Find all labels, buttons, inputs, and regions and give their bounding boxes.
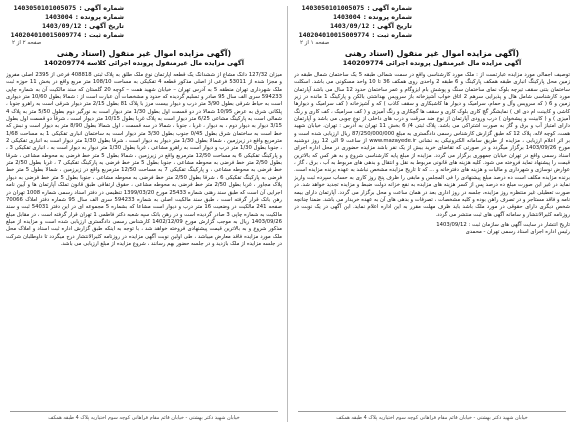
notice-meta bbox=[292, 4, 412, 40]
record-no: 140204010015009774 bbox=[10, 31, 82, 39]
file-no: 1403004 bbox=[45, 13, 73, 21]
issue-no-label: شماره آگهی : bbox=[79, 4, 124, 12]
notice-title: (آگهی مزایده اموال غیر منقول (اسناد رهنی bbox=[56, 49, 232, 58]
date-label: تاریخ آگهی : bbox=[372, 22, 412, 30]
notice-body: میزان 127/32 دانگ مشاع از ششدانگ یک قطعه آپارتمان نوع ملک طلق به پلاک ثبتی 408818 فرعی از 2395 اصلی مفروز و مجزا شده از 53011 فرعی از اصلی مذکور قطعه 4 تفکیکی به مساحت 108/10 متر مربع واقع در بخش 11 حوزه ثبت ملک شهرداری تهران منطقه 5 به آدرس تهران – خیابان شهید همت – کوچه 20 گلستان که سند مالکیت آن به شماره چاپی 594233 سری الف سال 95 صادر و تسلیم گردیده که حدود و مشخصات آن عبارت است از : شمالا بطول 10/60 متر دیواری است به حیاط شرقی بطول 3/90 متر درب و دیوار بیست مرز با پلاک 81 بطول 2/15 متر دیوار شرقی است به راهرو جنوبا ، پلکانی شرق به عرض 10/95 شمالا در دو قسمت اول بطول 1/30 متر دیوار است به نورگیر دوم بطول 5/50 متر به پلاک 4 شمالی است به پارکینگ مشاعی 6/25 متر دیوار است به پلاک غربا بطول 10/15 متر دیوار است ، شرقاً دو قسمت اول بطول 3/15 دیوار به دیوار دوم ، به دیوار ، غربا ، جنوبا ، شمالا در سه قسمت ، اول شمالا بطول 8/90 متر به دیوار است و نبش که خط است به ساختمان شرق بطول 0/45 جنوب بطول 3/30 متر دیوار است به ساختمان انباری تفکیکی 1 به مساحت 1/68 مترمربع واقع در زیرزمین ، شمالا بطول 1/30 متر دیوار به دیوار است ، شرقا بطول 1/30 متر دیوار است به انباری تفکیکی 2 ، جنوبا بطول 1/30 متر درب و دیوار است به راهرو مشاعی ، غربا بطول 1/30 متر دیوار به دیوار است به ، انباری تفکیکی 3 ، و پارکینگ تفکیکی 6 به مساحت 12/50 مترمربع واقع در زیرزمین ، شمالا بطول 5 متر خط فرضی به محوطه مشاعی ، شرقا بطول 2/50 متر خط فرضی به محوطه مشاعی ، جنوبا بطول 5 متر خط فرضی به پارکینگ تفکیکی 7 ، غربا بطول 2/50 متر خط فرضی به محوطه مشاعی ، و پارکینگ تفکیکی 7 به مساحت 12/50 مترمربع واقع در زیرزمین ، شمالا بطول 5 متر خط فرضی به پارکینگ تفکیکی 6 ، شرقا بطول 2/50 متر خط فرضی به محوطه مشاعی ، جنوبا بطول 5 متر خط فرضی به دیوار پلاک مجاور ، غربا بطول 2/50 متر خط فرضی به محوطه مشاعی ، حقوق ارتفاقی طبق قانون تملک آپارتمان ها و آیین نامه اجرایی آن است که طبق سند رهنی شماره 25433 مورخ 1399/03/20 تنظیمی در دفتر اسناد رسمی شماره 1008 تهران در رهن بانک قرار گرفته است ، طبق سند مالکیت اصلی به شماره 594233 سری الف سال 95 شماره دفتر املاک 70066 صفحه 241 مالکیت در وضعیت 16 متر درب و دیوار است مشاعا که بشماره 5 مجموعه ای در این دفتر 54031 ثبت و سند مالکیت به شماره چاپی 3 صادر گردیده است و در رهن بانک سپه شعبه دکتر فاطمی 1 تهران قرار گرفته است ، در مقابل مبلغ 1403/09/26 ریال به موجب گزارش مورخ 1402/12/09 کارشناس رسمی دادگستری ارزیابی شده است و مزایده از مبلغ مذکور شروع و به بالاترین قیمت پیشنهادی فروخته خواهد شد ، با توجه به اینکه طبق گزارش اداره ثبت اسناد و املاک محل ملک مورد مزایده فاقد معارض میباشد ، طی اولین نوبت آگهی مزایده در روزنامه کثیرالانتشار درج میگردد تا داوطلبان شرکت در جلسه مزایده از ملک بازدید و در جلسه حضور بهم رسانند ، شروع مزایده از مبلغ ارزیابی می باشد. bbox=[6, 72, 282, 247]
date: 1403/09/12 bbox=[42, 22, 82, 30]
notice-page-1 bbox=[292, 4, 572, 424]
footer-divider bbox=[10, 411, 278, 412]
file-no-label: شماره پرونده : bbox=[363, 13, 412, 21]
issue-no: 1403050101005075 bbox=[13, 4, 77, 12]
footer-divider bbox=[298, 411, 566, 412]
publish-date: تاریخ انتشار در سایت آگهی های سازمان ثبت : 1403/09/12 bbox=[436, 221, 570, 228]
column-divider bbox=[287, 6, 288, 422]
notice-subtitle: آگهی مزایده مال غیرمنقول پرونده اجرائی کلاسه 140209774 bbox=[44, 59, 244, 67]
date-label: تاریخ آگهی : bbox=[84, 22, 124, 30]
notice-title: (آگهی مزایده اموال غیر منقول (اسناد رهنی bbox=[344, 49, 520, 58]
notice-header bbox=[292, 48, 572, 68]
notice-page-2 bbox=[4, 4, 284, 424]
record-no: 140204010015009774 bbox=[298, 31, 370, 39]
issue-no: 1403050101005075 bbox=[301, 4, 365, 12]
page-number: صفحه ۲ از ۲ bbox=[12, 40, 42, 46]
notice-body bbox=[294, 72, 570, 408]
issue-no-label: شماره آگهی : bbox=[367, 4, 412, 12]
notice-body-text: توصیف اجمالی مورد مزایده عبارتست از : ملک مورد کارشناسی واقع در سمت شمالی طبقه 5 یک ساختمان شمال طبقه در زمین محل پارکینگ انباری طبقه همکف پارکینگ و 6 طبقه 2 واحدی روی همکف 36 تا 10 واحد مسکونی می باشد. اسکلت ساختمان بتنی سقف تیرچه بلوک نمای ساختمان سنگ و پوشش بام ایزوگام و عمر ساختمان حدود 12 سال می باشد آپارتمان مورد کارشناسی شامل هال و پذیرایی سرهم 2 اتاق خواب آشپزخانه باز سرویس بهداشتی بالکن و پارکینگ 1 مانده در زیر زمین و 6 ( که سرویس وآل و حمام، سرامیک و دیوار ها کاشیکاری و سقف کاذب ) که و آشپزخانه ( کف سرامیک و دیوارها کاشی و کابینت ام دی اف ) نمایشگر گچ کاری بلوک کاری و سقف ها گچکاری و رنگ آمیزی و ( کف سرامیک ، کف کاری و رنگ آمیزی ) و ( کابینت و پیشخوان ) درب ورودی آپارتمان از نوع ضد سرقت و درب های داخلی از نوع چوبی می باشد و آپارتمان دارای امتیاز آب و برق و گاز به صورت اشتراکی می باشد. پلاک ثبتی 4/ 6 بخش 11 تهران به آدرس : تهران، خیابان شهید همت، کوچه لاله، پلاک 12 که طبق گزارش کارشناس رسمی دادگستری به مبلغ 87/250/000/000 ریال ارزیابی شده است و بر اثر اعلام ارزیابی ، مزایده از طریق سامانه الکترونیکی به نشانی www.mazayede.ir از ساعت 9 الی 12 روز دوشنبه مورخ 1403/09/26 برگزار میگردد و در صورتی که تقاضای خرید بیش از یک نفر باشد مزایده حضوری در محل اداره اجرای اسناد رسمی واقع در تهران خیابان جمهوری برگزار می گردد. مزایده از مبلغ پایه کارشناسی شروع و به هر کس که بالاترین قیمت را پیشنهاد نماید فروخته می شود. کلیه هزینه های قانونی مربوط به نقل و انتقال و بدهی های مربوط به آب ، برق ، گاز ، عوارض نوسازی و شهرداری و مالیات و هزینه های دفترخانه و ... که تا تاریخ مزایده مشخص نباشد به عهده برنده مزایده است. برنده مزایده مکلف است ده درصد مبلغ پیشنهادی را فی المجلس و مابقی را ظرف پنج روز کاری به حساب سپرده ثبت واریز نماید در غیر این صورت مبلغ ده درصد پس از کسر هزینه های مزایده به نفع خزانه دولت ضبط و مزایده تجدید خواهد شد. در صورت تعطیلی غیر منتظره روز مزایده، جلسه در روز اداری بعد در همان ساعت و محل برگزار می گردد. آپارتمان دارای بیمه نامه و فاقد مستاجر و در تصرف راهن بوده و کلیه مشخصات ، تصرفات و بدهی های آن به عهده خریدار می باشد. ضمنا چنانچه شخص دیگری دارای حقوقی در مورد ملک باشد باید ظرف مهلت مقرر به این اداره اعلام نماید. این آگهی در یک نوبت در روزنامه کثیرالانتشار و سامانه آگهی های ثبت منتشر می گردد. bbox=[294, 72, 570, 218]
date: 1403/09/12 bbox=[330, 22, 370, 30]
notice-header bbox=[4, 48, 284, 68]
notice-footer-address: خیابان شهید دکتر بهشتی - خیابان قائم مقام فراهانی کوچه سوم اختیاریه پلاک 4 طبقه همکف bbox=[336, 415, 528, 421]
file-no: 1403004 bbox=[333, 13, 361, 21]
page-number: صفحه ۱ از ۲ bbox=[300, 40, 330, 46]
record-no-label: شماره ثبت : bbox=[372, 31, 412, 39]
office-signature: رئیس اداره اجرای اسناد رسمی تهران - محمدی bbox=[465, 229, 570, 236]
notice-meta bbox=[4, 4, 124, 40]
notice-footer-address: خیابان شهید دکتر بهشتی - خیابان قائم مقام فراهانی کوچه سوم اختیاریه پلاک 4 طبقه همکف bbox=[48, 415, 240, 421]
record-no-label: شماره ثبت : bbox=[84, 31, 124, 39]
file-no-label: شماره پرونده : bbox=[75, 13, 124, 21]
notice-subtitle: آگهی مزایده مال غیرمنقول پرونده اجرائی 140209774 bbox=[342, 59, 522, 67]
